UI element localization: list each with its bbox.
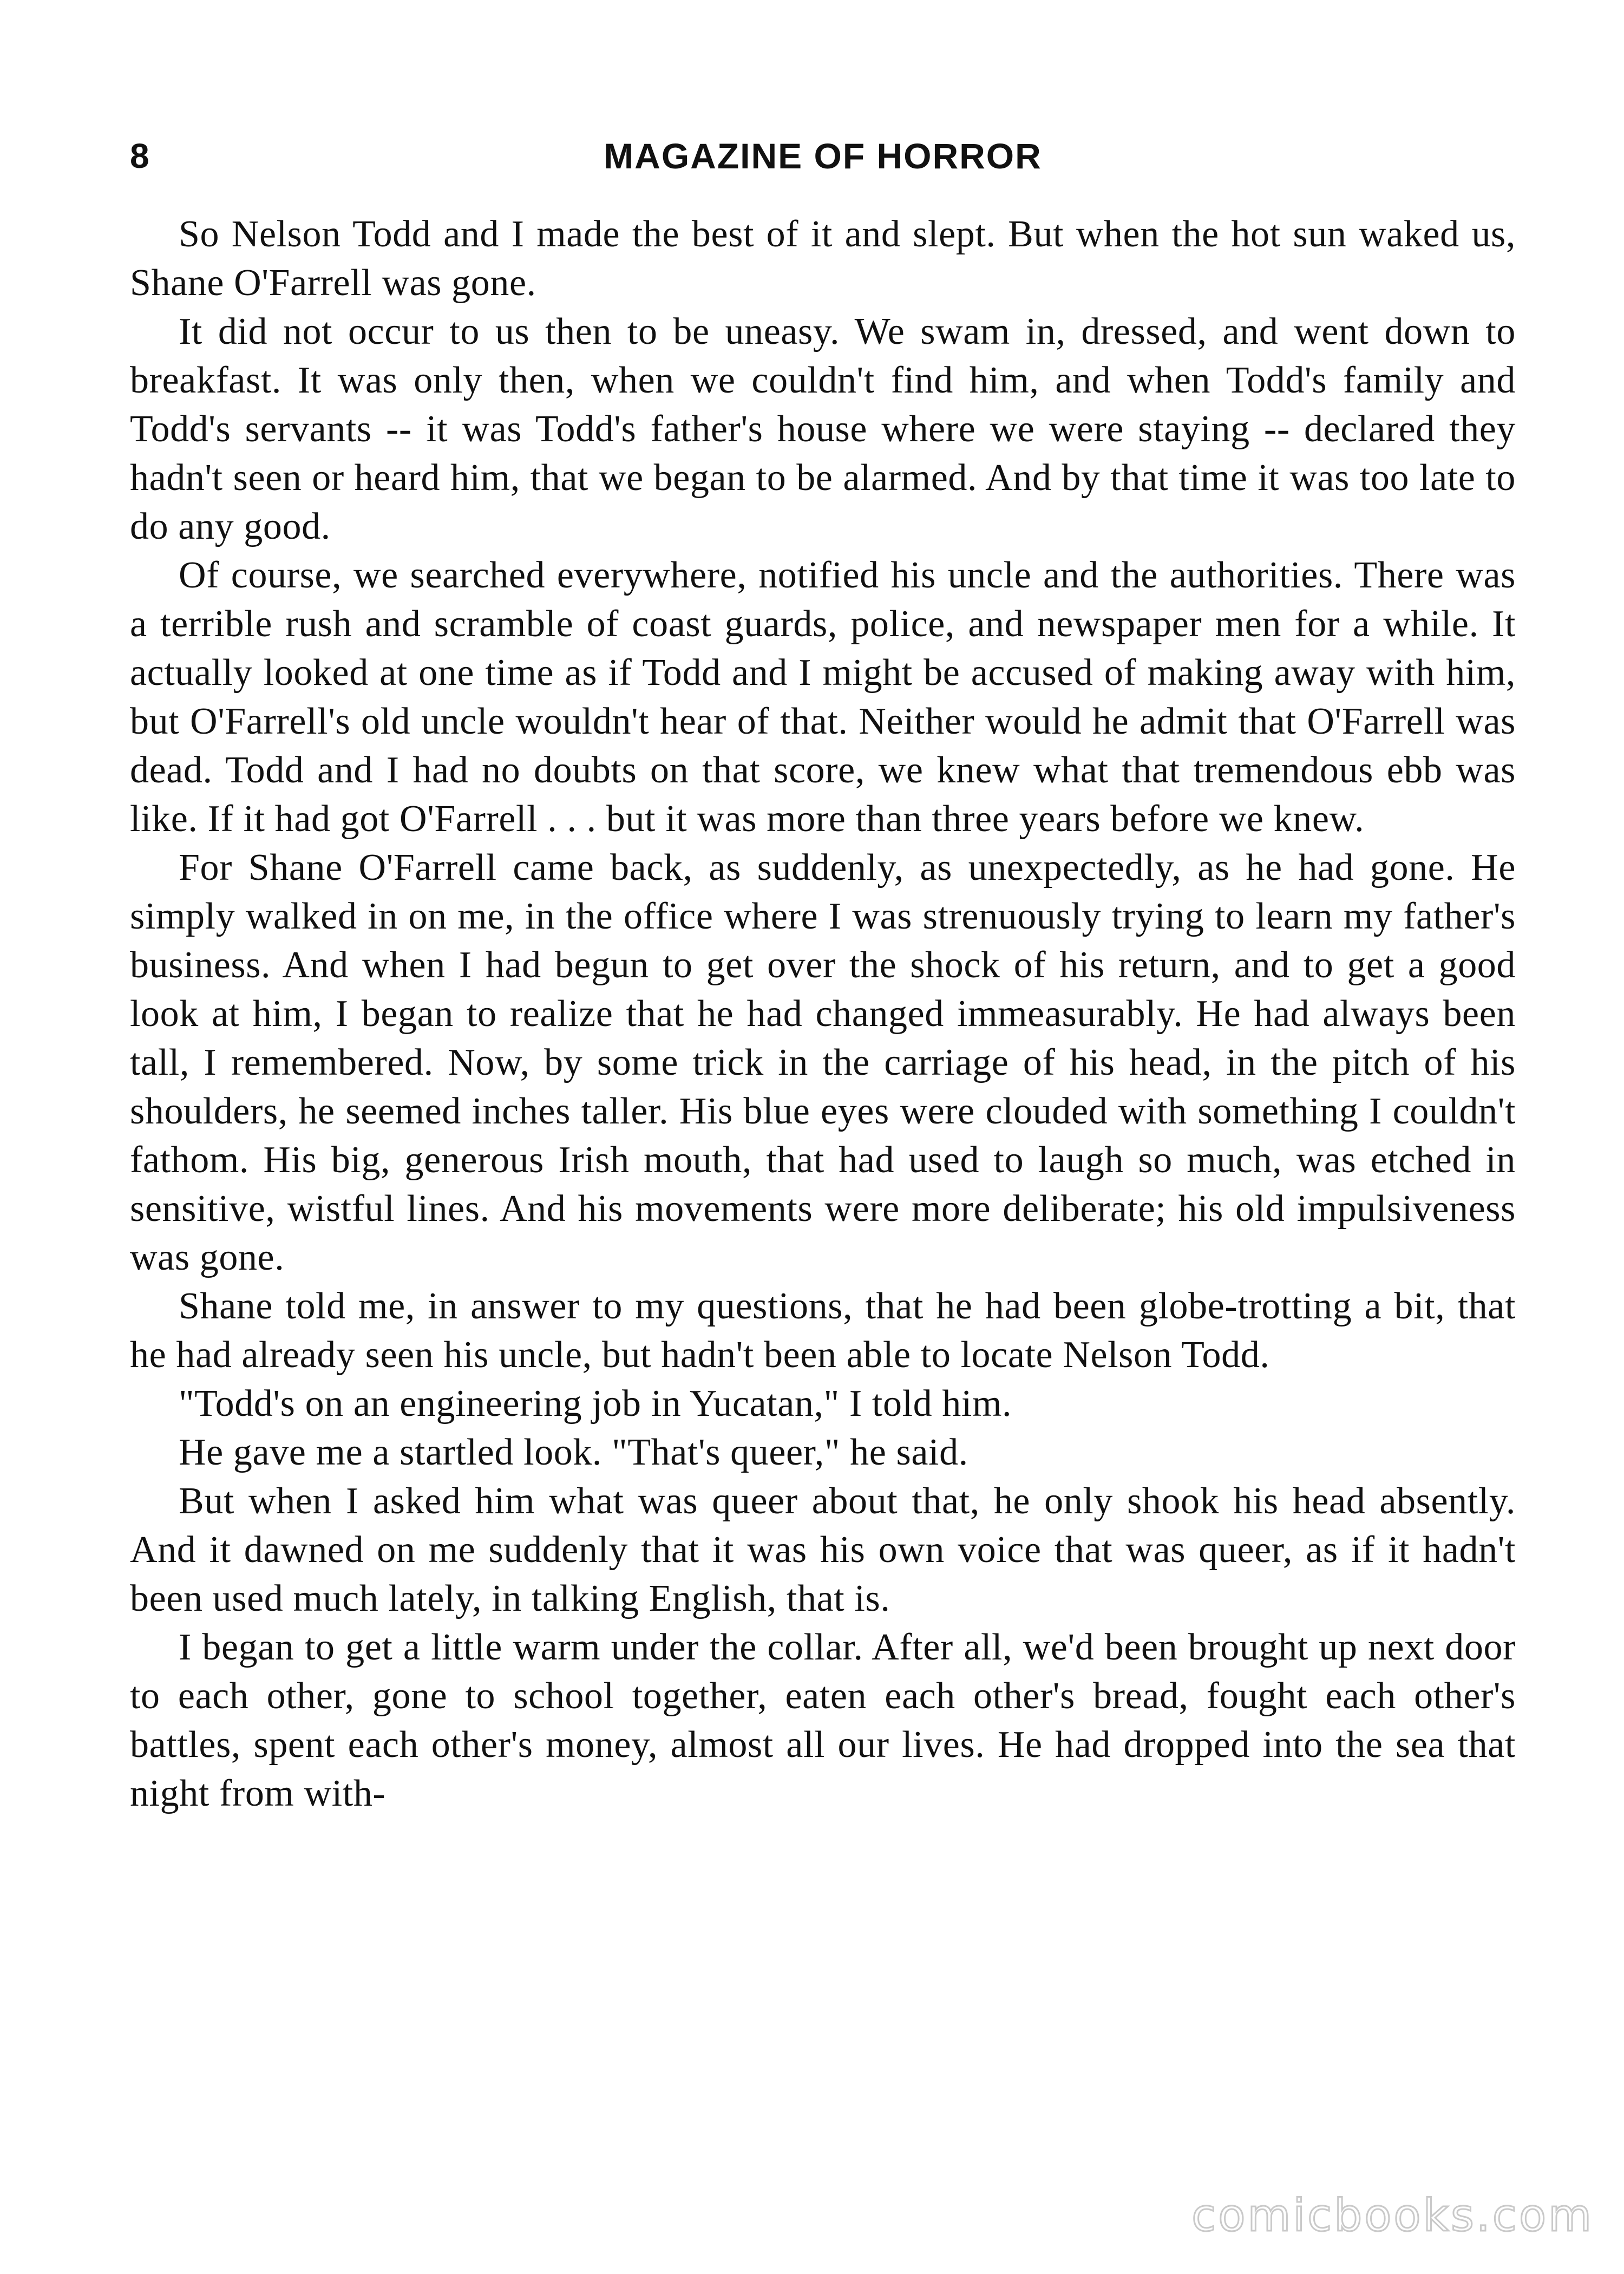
paragraph: Shane told me, in answer to my questions, that he had been globe-trotting a bit, that he had already seen his uncle, but hadn't been able to locate Nelson Todd. (130, 1285, 1516, 1376)
watermark: comicbooks.com (1191, 2190, 1594, 2242)
paragraph: But when I asked him what was queer about that, he only shook his head absently. And it dawned on me suddenly that it was his own voice that was queer, as if it hadn't been used much lately, in talking English, that is. (130, 1480, 1516, 1619)
running-head: MAGAZINE OF HORROR (604, 136, 1042, 176)
paragraph: He gave me a startled look. "That's queer," he said. (179, 1432, 968, 1473)
paragraph: For Shane O'Farrell came back, as suddenly, as unexpectedly, as he had gone. He simply walked in on me, in the office where I was strenuously trying to learn my father's business. And when I had begun to get over the shock of his return, and to get a good look at him, I began to realize that he had changed immeasurably. He had always been tall, I remembered. Now, by some trick in the carriage of his head, in the pitch of his shoulders, he seemed inches taller. His blue eyes were clouded with something I couldn't fathom. His big, generous Irish mouth, that had used to laugh so much, was etched in sensitive, wistful lines. And his movements were more deliberate; his old impulsiveness was gone. (130, 847, 1516, 1278)
page-number: 8 (130, 136, 149, 175)
story-text (130, 210, 1516, 1818)
paragraph: So Nelson Todd and I made the best of it and slept. But when the hot sun waked us, Shane O'Farrell was gone. (130, 213, 1516, 304)
paragraph: "Todd's on an engineering job in Yucatan," I told him. (179, 1383, 1012, 1424)
page-header (130, 129, 1516, 183)
paragraph: Of course, we searched everywhere, notified his uncle and the authorities. There was a terrible rush and scramble of coast guards, police, and newspaper men for a while. It actually looked at one time as if Todd and I might be accused of making away with him, but O'Farrell's old uncle wouldn't hear of that. Neither would he admit that O'Farrell was dead. Todd and I had no doubts on that score, we knew what that tremendous ebb was like. If it had got O'Farrell . . . but it was more than three years before we knew. (130, 554, 1516, 840)
paragraph: It did not occur to us then to be uneasy. We swam in, dressed, and went down to breakfast. It was only then, when we couldn't find him, and when Todd's family and Todd's servants -- it was Todd's father's house where we were staying -- declared they hadn't seen or heard him, that we began to be alarmed. And by that time it was too late to do any good. (130, 311, 1516, 547)
paragraph: I began to get a little warm under the collar. After all, we'd been brought up next door to each other, gone to school together, eaten each other's bread, fought each other's battles, spent each other's money, almost all our lives. He had dropped into the sea that night from with- (130, 1626, 1516, 1814)
